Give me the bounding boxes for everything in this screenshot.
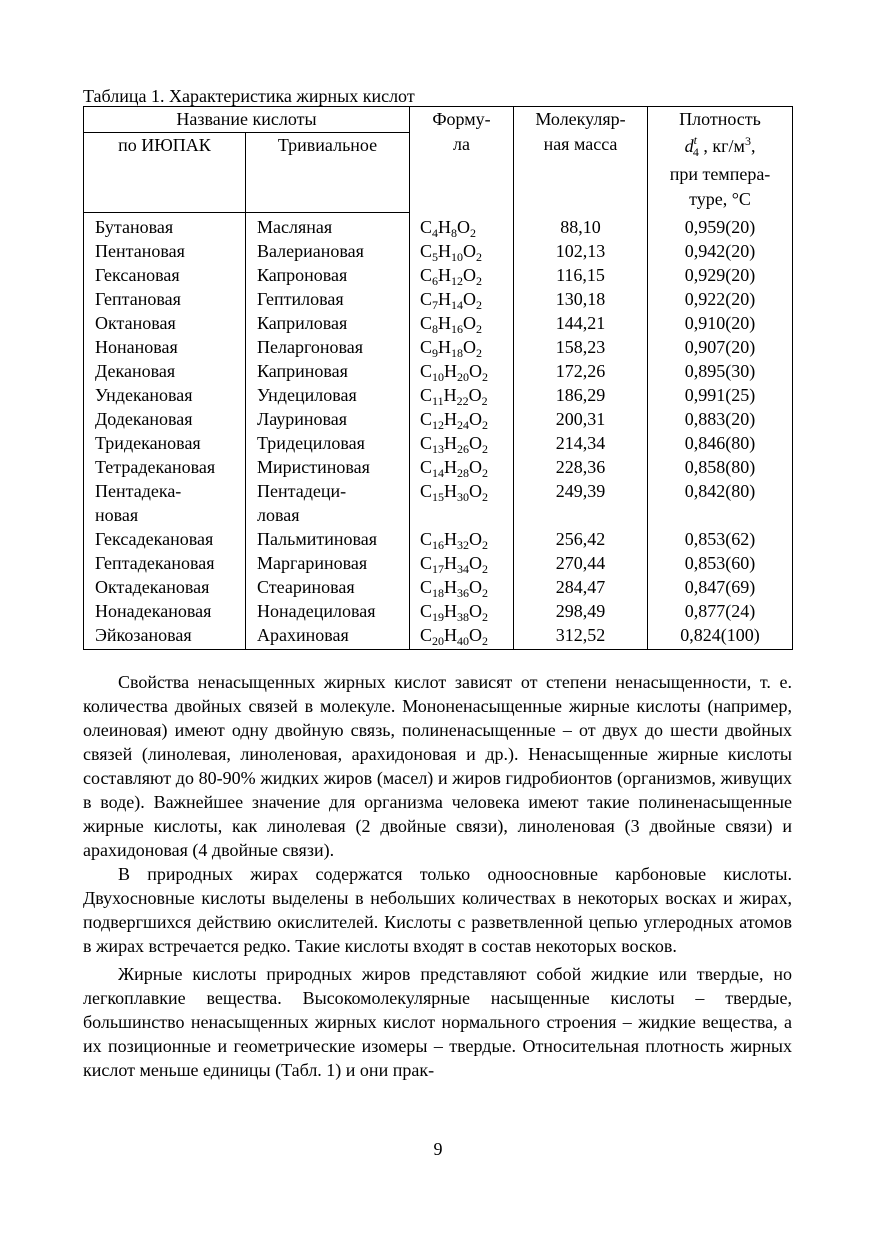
- cell-formula: [410, 213, 514, 240]
- table-row: [84, 311, 793, 335]
- cell-density: 0,959(20): [648, 213, 793, 240]
- trivial-name: Миристиновая: [257, 457, 370, 477]
- cell-density: 0,853(60): [648, 551, 793, 575]
- table-row: [84, 599, 793, 623]
- formula-element: C: [420, 625, 433, 645]
- cell-formula: [410, 407, 514, 431]
- trivial-name: Ундециловая: [257, 385, 357, 405]
- formula-subscript: 2: [482, 610, 489, 624]
- formula-element: H: [438, 216, 452, 237]
- formula-subscript: 13: [432, 442, 445, 456]
- cell-formula: [410, 263, 514, 287]
- iupac-name: Гексановая: [95, 265, 180, 285]
- cell-trivial-name: [246, 383, 410, 407]
- formula-subscript: 5: [432, 250, 439, 264]
- cell-density: 0,853(62): [648, 527, 793, 551]
- formula-subscript: 38: [457, 610, 470, 624]
- formula-element: C: [420, 289, 433, 309]
- cell-iupac-name: [84, 527, 246, 551]
- cell-molecular-mass: 228,36: [514, 455, 648, 479]
- iupac-name: Бутановая: [95, 217, 174, 237]
- cell-density: 0,824(100): [648, 623, 793, 650]
- cell-trivial-name: [246, 431, 410, 455]
- cell-iupac-name: [84, 599, 246, 623]
- trivial-name: Пеларгоновая: [257, 337, 364, 357]
- formula-element: C: [420, 553, 433, 573]
- formula-subscript: 10: [432, 370, 445, 384]
- formula-element: H: [444, 481, 458, 501]
- page-number: 9: [433, 1139, 443, 1159]
- cell-molecular-mass: 88,10: [514, 213, 648, 240]
- table-body: [84, 213, 793, 650]
- cell-trivial-name: [246, 335, 410, 359]
- formula-element: O: [469, 433, 483, 453]
- formula-subscript: 16: [451, 322, 464, 336]
- formula-element: C: [420, 361, 433, 381]
- table-row: [84, 623, 793, 650]
- formula-element: O: [463, 241, 477, 261]
- cell-molecular-mass: 130,18: [514, 287, 648, 311]
- formula-element: C: [420, 409, 433, 429]
- formula-subscript: 2: [482, 634, 489, 648]
- cell-molecular-mass: 298,49: [514, 599, 648, 623]
- formula-element: O: [468, 385, 482, 405]
- formula-element: H: [443, 385, 457, 405]
- formula-subscript: 18: [432, 586, 445, 600]
- cell-trivial-name: [246, 575, 410, 599]
- iupac-name: Додекановая: [95, 409, 193, 429]
- cell-density: 0,846(80): [648, 431, 793, 455]
- cell-molecular-mass: 186,29: [514, 383, 648, 407]
- cell-formula: [410, 359, 514, 383]
- header-density: [648, 107, 793, 213]
- header-density-line1: Плотность: [679, 109, 761, 129]
- cell-iupac-name: [84, 263, 246, 287]
- formula-subscript: 8: [432, 322, 439, 336]
- table-row: [84, 239, 793, 263]
- formula-element: C: [420, 601, 433, 621]
- iupac-name: Декановая: [95, 361, 176, 381]
- cell-trivial-name: [246, 359, 410, 383]
- cell-trivial-name: [246, 311, 410, 335]
- formula-element: C: [420, 337, 433, 357]
- iupac-name: Октадекановая: [95, 577, 210, 597]
- trivial-name: Пальмитиновая: [257, 529, 378, 549]
- paragraph-properties: Жирные кислоты природных жиров представляют собой жидкие или твердые, но легкоплавкие вещества. Высокомолекулярные насыщенные кислоты – твердые, большинство ненасыщенных жирных кислот нормального строения – жидкие вещества, а их позиционные и геометрические изомеры – твердые. Относительная плотность жирных кислот меньше единицы (Табл. 1) и они прак-: [83, 964, 792, 1080]
- formula-element: O: [469, 625, 483, 645]
- trivial-name: Гептиловая: [257, 289, 344, 309]
- formula-subscript: 36: [457, 586, 470, 600]
- cell-molecular-mass: 312,52: [514, 623, 648, 650]
- iupac-name: Гептановая: [95, 289, 181, 309]
- cell-iupac-name: [84, 213, 246, 240]
- cell-iupac-name: [84, 455, 246, 479]
- formula-subscript: 4: [432, 225, 439, 240]
- formula-subscript: 2: [482, 370, 489, 384]
- formula-element: O: [469, 361, 483, 381]
- fatty-acids-table: [83, 106, 793, 650]
- cell-iupac-name: [84, 383, 246, 407]
- cell-iupac-name: [84, 407, 246, 431]
- formula-element: C: [420, 577, 433, 597]
- table-row: [84, 287, 793, 311]
- cell-molecular-mass: 200,31: [514, 407, 648, 431]
- formula-element: O: [463, 265, 477, 285]
- formula-subscript: 32: [457, 538, 470, 552]
- trivial-name: Каприновая: [257, 361, 348, 381]
- cell-formula: [410, 623, 514, 650]
- trivial-name-cont: ловая: [257, 505, 300, 525]
- cell-molecular-mass: 256,42: [514, 527, 648, 551]
- density-unit-sup: 3: [744, 134, 751, 148]
- formula-subscript: 2: [482, 586, 489, 600]
- formula-element: H: [444, 601, 458, 621]
- cell-molecular-mass: 102,13: [514, 239, 648, 263]
- formula-subscript: 8: [451, 225, 458, 240]
- formula-subscript: 2: [476, 274, 483, 288]
- cell-iupac-name: [84, 551, 246, 575]
- formula-subscript: 2: [476, 346, 483, 360]
- iupac-name: Гептадекановая: [95, 553, 215, 573]
- header-density-line2: [648, 132, 792, 161]
- cell-formula: [410, 431, 514, 455]
- iupac-name: Пентадека-: [95, 481, 182, 501]
- header-molecular-mass: [514, 107, 648, 213]
- iupac-name: Тридекановая: [95, 433, 201, 453]
- formula-subscript: 14: [451, 298, 464, 312]
- cell-iupac-name: [84, 335, 246, 359]
- cell-formula: [410, 575, 514, 599]
- density-unit: , кг/м: [703, 136, 745, 156]
- formula-subscript: 2: [482, 466, 489, 480]
- formula-element: O: [469, 457, 483, 477]
- formula-subscript: 6: [432, 274, 439, 288]
- header-mass-line2: ная масса: [543, 134, 618, 154]
- cell-iupac-name: [84, 239, 246, 263]
- iupac-name: Пентановая: [95, 241, 185, 261]
- formula-subscript: 11: [432, 394, 444, 408]
- formula-element: O: [469, 529, 483, 549]
- formula-element: C: [420, 529, 433, 549]
- formula-subscript: 15: [432, 490, 445, 504]
- cell-density: 0,910(20): [648, 311, 793, 335]
- cell-trivial-name: [246, 239, 410, 263]
- cell-molecular-mass: 270,44: [514, 551, 648, 575]
- formula-subscript: 30: [457, 490, 470, 504]
- header-formula-line1: Форму-: [432, 109, 491, 129]
- trivial-name: Пентадеци-: [257, 481, 347, 501]
- formula-subscript: 24: [457, 418, 470, 432]
- formula-element: H: [444, 361, 458, 381]
- formula-element: C: [420, 241, 433, 261]
- table-row: [84, 359, 793, 383]
- header-iupac: по ИЮПАК: [84, 133, 246, 213]
- header-formula: [410, 107, 514, 213]
- table-row: [84, 335, 793, 359]
- cell-formula: [410, 239, 514, 263]
- cell-trivial-name: [246, 623, 410, 650]
- formula-element: H: [444, 409, 458, 429]
- formula-element: C: [420, 457, 433, 477]
- formula-subscript: 7: [432, 298, 439, 312]
- cell-density: 0,922(20): [648, 287, 793, 311]
- cell-density: 0,942(20): [648, 239, 793, 263]
- formula-subscript: 12: [451, 274, 464, 288]
- formula-subscript: 10: [451, 250, 464, 264]
- formula-subscript: 28: [457, 466, 470, 480]
- cell-molecular-mass: 172,26: [514, 359, 648, 383]
- header-density-line4: туре, °С: [689, 189, 751, 209]
- cell-molecular-mass: 284,47: [514, 575, 648, 599]
- iupac-name: Эйкозановая: [95, 625, 192, 645]
- cell-formula: [410, 287, 514, 311]
- formula-subscript: 20: [457, 370, 470, 384]
- formula-subscript: 12: [432, 418, 445, 432]
- cell-formula: [410, 479, 514, 527]
- formula-element: O: [457, 216, 471, 237]
- cell-density: 0,929(20): [648, 263, 793, 287]
- table-row: [84, 527, 793, 551]
- trivial-name: Капроновая: [257, 265, 348, 285]
- iupac-name: Октановая: [95, 313, 176, 333]
- formula-subscript: 18: [451, 346, 464, 360]
- formula-subscript: 16: [432, 538, 445, 552]
- formula-subscript: 9: [432, 346, 439, 360]
- formula-subscript: 2: [476, 250, 483, 264]
- table-row: [84, 551, 793, 575]
- formula-element: C: [420, 313, 433, 333]
- density-symbol: d: [684, 136, 694, 156]
- iupac-name: Нонадекановая: [95, 601, 212, 621]
- formula-element: C: [420, 216, 433, 237]
- cell-iupac-name: [84, 623, 246, 650]
- trivial-name: Масляная: [257, 217, 333, 237]
- iupac-name-cont: новая: [95, 505, 139, 525]
- formula-element: C: [420, 265, 433, 285]
- formula-element: H: [438, 337, 452, 357]
- table-row: [84, 263, 793, 287]
- formula-subscript: 20: [432, 634, 445, 648]
- formula-subscript: 40: [457, 634, 470, 648]
- cell-iupac-name: [84, 479, 246, 527]
- formula-element: H: [444, 577, 458, 597]
- formula-element: O: [469, 577, 483, 597]
- paragraph-natural-fats: В природных жирах содержатся только одноосновные карбоновые кислоты. Двухосновные кислоты выделены в небольших количествах в некоторых восках и жирах, подвергшихся действию окислителей. Кислоты с разветвленной цепью углеродных атомов в жирах встречается редко. Такие кислоты входят в состав некоторых восков.: [83, 864, 792, 956]
- formula-subscript: 2: [481, 394, 488, 408]
- cell-formula: [410, 335, 514, 359]
- body-text: [83, 670, 792, 1082]
- cell-molecular-mass: 144,21: [514, 311, 648, 335]
- cell-trivial-name: [246, 551, 410, 575]
- formula-element: C: [420, 385, 433, 405]
- trivial-name: Маргариновая: [257, 553, 368, 573]
- cell-trivial-name: [246, 213, 410, 240]
- cell-trivial-name: [246, 479, 410, 527]
- iupac-name: Гексадекановая: [95, 529, 214, 549]
- cell-formula: [410, 527, 514, 551]
- cell-formula: [410, 455, 514, 479]
- cell-trivial-name: [246, 287, 410, 311]
- header-acid-name: Название кислоты: [84, 107, 410, 133]
- trivial-name: Нонадециловая: [257, 601, 376, 621]
- formula-subscript: 14: [432, 466, 445, 480]
- paragraph-unsaturated: Свойства ненасыщенных жирных кислот зависят от степени ненасыщенности, т. е. количества двойных связей в молекуле. Мононенасыщенные жирные кислоты (например, олеиновая) имеют одну двойную связь, полиненасыщенные – от двух до шести двойных связей (линолевая, линоленовая, арахидоновая и др.). Ненасыщенные жирные кислоты составляют до 80-90% жидких жиров (масел) и жиров гидробионтов (организмов, живущих в воде). Важнейшее значение для организма человека имеют такие полиненасыщенные жирные кислоты, как линолевая (2 двойные связи), линоленовая (3 двойные связи) и арахидоновая (4 двойные связи).: [83, 672, 792, 860]
- cell-trivial-name: [246, 599, 410, 623]
- header-density-line3: при темпера-: [669, 164, 771, 184]
- table-row: [84, 213, 793, 240]
- table-caption: Таблица 1. Характеристика жирных кислот: [83, 86, 415, 106]
- header-trivial: Тривиальное: [246, 133, 410, 213]
- formula-subscript: 22: [456, 394, 469, 408]
- density-sub: 4: [692, 145, 699, 159]
- cell-density: 0,895(30): [648, 359, 793, 383]
- cell-molecular-mass: 214,34: [514, 431, 648, 455]
- formula-element: H: [444, 529, 458, 549]
- cell-trivial-name: [246, 455, 410, 479]
- cell-density: 0,907(20): [648, 335, 793, 359]
- formula-element: H: [444, 433, 458, 453]
- cell-trivial-name: [246, 263, 410, 287]
- formula-element: O: [469, 553, 483, 573]
- formula-element: O: [463, 289, 477, 309]
- cell-iupac-name: [84, 359, 246, 383]
- header-mass-line1: Молекуляр-: [535, 109, 626, 129]
- cell-molecular-mass: 116,15: [514, 263, 648, 287]
- trivial-name: Валериановая: [257, 241, 364, 261]
- cell-formula: [410, 383, 514, 407]
- cell-iupac-name: [84, 575, 246, 599]
- iupac-name: Ундекановая: [95, 385, 193, 405]
- formula-element: H: [444, 457, 458, 477]
- formula-element: C: [420, 433, 433, 453]
- formula-element: O: [463, 313, 477, 333]
- cell-formula: [410, 599, 514, 623]
- table-row: [84, 431, 793, 455]
- formula-subscript: 34: [457, 562, 470, 576]
- cell-formula: [410, 551, 514, 575]
- trivial-name: Каприловая: [257, 313, 348, 333]
- formula-element: H: [438, 241, 452, 261]
- formula-element: O: [469, 601, 483, 621]
- formula-element: H: [438, 265, 452, 285]
- formula-subscript: 2: [476, 322, 483, 336]
- table-row: [84, 407, 793, 431]
- formula-element: H: [444, 625, 458, 645]
- trivial-name: Тридециловая: [257, 433, 365, 453]
- cell-iupac-name: [84, 311, 246, 335]
- formula-element: H: [438, 289, 452, 309]
- cell-density: 0,877(24): [648, 599, 793, 623]
- cell-iupac-name: [84, 431, 246, 455]
- cell-trivial-name: [246, 407, 410, 431]
- cell-density: 0,842(80): [648, 479, 793, 527]
- formula-subscript: 26: [457, 442, 470, 456]
- formula-subscript: 2: [482, 442, 489, 456]
- header-formula-line2: ла: [453, 134, 470, 154]
- cell-trivial-name: [246, 527, 410, 551]
- trivial-name: Стеариновая: [257, 577, 355, 597]
- formula-element: C: [420, 481, 433, 501]
- density-sup: t: [693, 133, 697, 147]
- formula-subscript: 2: [482, 490, 489, 504]
- table-row: [84, 575, 793, 599]
- formula-subscript: 2: [476, 298, 483, 312]
- formula-element: O: [463, 337, 477, 357]
- formula-element: O: [469, 481, 483, 501]
- trivial-name: Арахиновая: [257, 625, 349, 645]
- table-row: [84, 455, 793, 479]
- trivial-name: Лауриновая: [257, 409, 348, 429]
- formula-element: O: [469, 409, 483, 429]
- formula-subscript: 2: [470, 225, 477, 240]
- density-unit-end: ,: [750, 136, 756, 156]
- formula-element: H: [444, 553, 458, 573]
- formula-subscript: 2: [482, 562, 489, 576]
- cell-iupac-name: [84, 287, 246, 311]
- cell-molecular-mass: 249,39: [514, 479, 648, 527]
- cell-density: 0,991(25): [648, 383, 793, 407]
- formula-element: H: [438, 313, 452, 333]
- iupac-name: Нонановая: [95, 337, 178, 357]
- formula-subscript: 2: [482, 418, 489, 432]
- cell-density: 0,858(80): [648, 455, 793, 479]
- table-row: [84, 479, 793, 527]
- cell-density: 0,883(20): [648, 407, 793, 431]
- formula-subscript: 17: [432, 562, 445, 576]
- formula-subscript: 2: [482, 538, 489, 552]
- iupac-name: Тетрадекановая: [95, 457, 216, 477]
- cell-molecular-mass: 158,23: [514, 335, 648, 359]
- formula-subscript: 19: [432, 610, 445, 624]
- table-row: [84, 383, 793, 407]
- cell-formula: [410, 311, 514, 335]
- cell-density: 0,847(69): [648, 575, 793, 599]
